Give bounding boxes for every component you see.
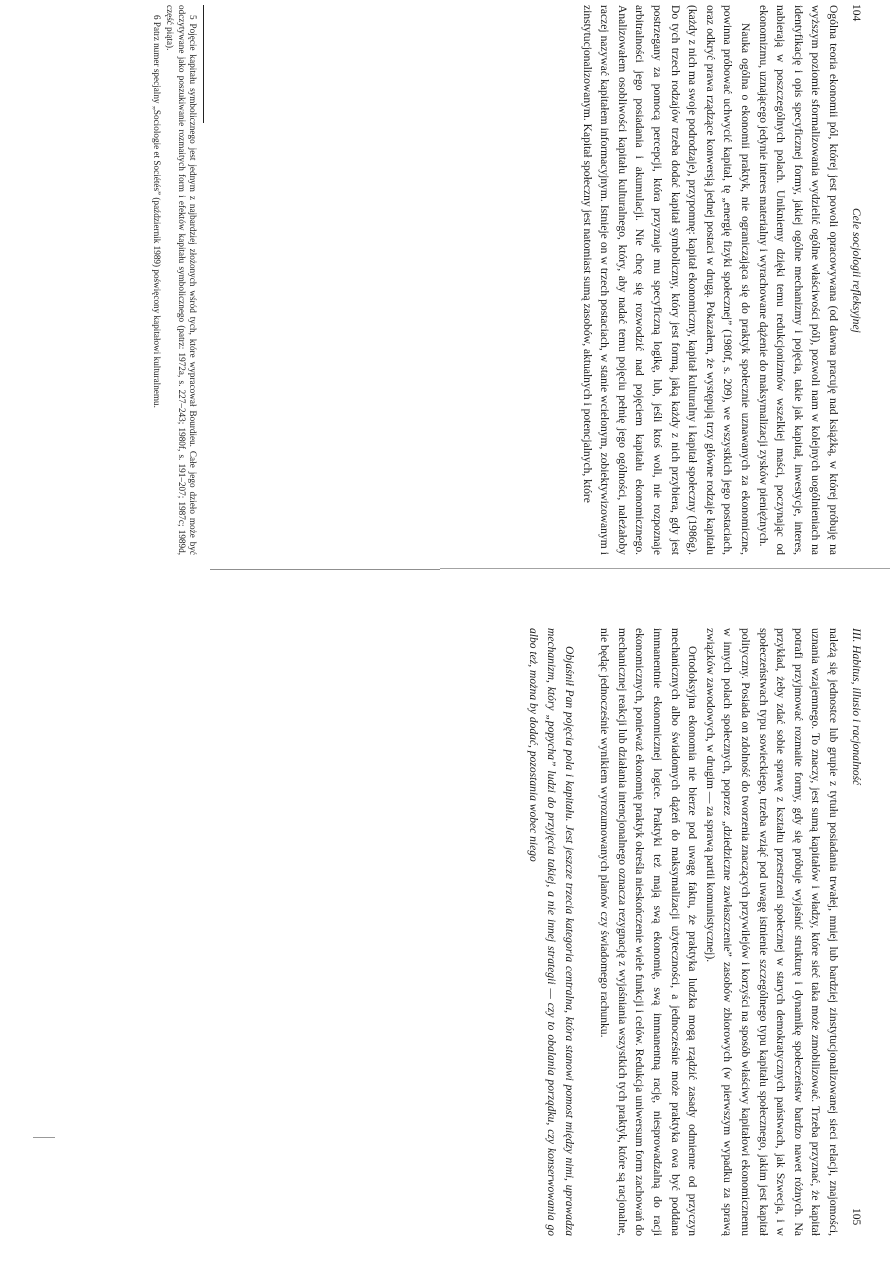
footnote-5: 5 Pojęcie kapitału symbolicznego jest jednym z najbardziej złożonych wśród tych, które wypracował Bourdieu. Całe jego dzieło może być odczytywane jako poszukiwanie rozmaitych form i efektów kapitału symbolicznego (patrz: 1972a, s. 227–243; 1980f, s. 191–207; 1987c; 1989d, część piąta). [165, 5, 198, 555]
fold-mark-right [440, 568, 890, 569]
interview-question: Objaśnił Pan pojęcia pola i kapitału. Jest jeszcze trzecia kategoria centralna, która stanowi pomost między nimi, uprawadza mechanizm, który „popycha” ludzi do przyjęcia takiej, a nie innej strategii — czy to obalania porządku, czy konserwowania go albo też, można by dodać, pozostania wobec niego [527, 628, 575, 1236]
footnote-6: 6 Patrz numer specjalny „Sociologie et Sociétés” (październik 1989) poświęcony kapitałowi kulturalnemu. [151, 15, 162, 408]
left-footnotes [78, 5, 198, 555]
right-paragraph-1: należą się jednostce lub grupie z tytułu posiadania trwałej, mniej lub bardziej zinstytucjonalizowanej sieci relacji, znajomości, uznania wzajemnego. To znaczy, jest sumą kapitałów i władzy, które sieć taka może zmobilizować. Trzeba przyznać, że kapitał potrafi przyjmować rozmaite formy, gdy się próbuje wyjaśnić strukturę i dynamikę społeczeństw bardzo nawet różnych. Na przykład, żeby zdać sobie sprawę z kształtu przestrzeni społecznej w starych demokratycznych państwach, jak Szwecja, i w społeczeństwach typu sowieckiego, trzeba wziąć pod uwagę istnienie szczególnego typu kapitału społecznego, jakim jest kapitał polityczny. Posiada on zdolność do tworzenia znaczących przywilejów i korzyści na sposób właściwy kapitałowi ekonomicznemu w innych polach społecznych, poprzez „dziedziczne zawłaszczenie” zasobów zbiorowych (w pierwszym wypadku za sprawą związków zawodowych, w drugim — za sprawą partii komunistycznej). [703, 628, 839, 1236]
right-page-text [81, 628, 841, 1236]
footnote-rule [203, 5, 204, 123]
left-paragraph-1: Ogólna teoria ekonomii pól, której jest powoli opracowywana (od dawna pracuję nad książką, w której próbuję na wyższym poziomie sformalizowania wydzielić ogólne właściwości pól), pozwoli nam w kolejnych uogólnieniach na identyfikację i opis specyficznej formy, jakiej ogólne mechanizmy i pojęcia, takie jak kapitał, inwestycje, interes, nabierają w poszczególnych polach. Unikniemy dzięki temu redukcjonizmów wszelkiej maści, poczynając od ekonomizmu, uznającego jedynie interes materialny i wyrachowane dążenie do maksymalizacji zysków pieniężnych. [756, 5, 839, 555]
left-running-head: Cele socjologii refleksyjnej [850, 208, 862, 333]
left-page-number: 104 [850, 4, 862, 22]
right-running-head: III. Habitus, illusio i racjonalność [850, 628, 862, 786]
edge-mark [33, 1137, 55, 1138]
left-paragraph-2: Nauka ogólna o ekonomii praktyk, nie ograniczająca się do praktyk społecznie uznawanych za ekonomiczne, powinna próbować uchwycić kapitał, tę „energię fizyki społecznej” (1980f, s. 209), we wszystkich jego postaciach, oraz odkryć prawa rządzące konwersją jednej postaci w drugą. Pokazałem, że występują trzy główne rodzaje kapitału (każdy z nich ma swoje podrodzaje), przypomnę: kapitał ekonomiczny, kapitał kulturalny i kapitał społeczny (1986g). Do tych trzech rodzajów trzeba dodać kapitał symboliczny, który jest formą, jaką każdy z nich przybiera, gdy jest postrzegany za pomocą percepcji, która przyznaje mu specyficzną logikę, lub, jeśli ktoś woli, nie rozpoznaje arbitralności jego posiadania i akumulacji. Nie chcę się rozwodzić nad pojęciem kapitału ekonomicznego. Analizowałem osobliwości kapitału kulturalnego, który, aby nadać temu pojęciu pełnię jego ogólności, należałoby raczej nazywać kapitałem informacyjnym. Istnieje on w trzech postaciach, w stanie wcielonym, zobiektywizowanym i zinstytucjonalizowanym. Kapitał społeczny jest natomiast sumą zasobów, aktualnych i potencjalnych, które [580, 5, 752, 555]
right-paragraph-2: Ortodoksyjna ekonomia nie bierze pod uwagę faktu, że praktyka ludzka mogą rządzić zasady odmienne od przyczyn mechanicznych albo świadomych dążeń do maksymalizacji użyteczności, a jednocześnie może praktyka owa być poddana immanentnie ekonomicznej logice. Praktyki też mają swą ekonomię, swą immanentną rację, niesprowadzalną do racji ekonomicznych, ponieważ ekonomię praktyk określa nieskończenie wiele funkcji i celów. Redukcja uniwersum form zachowań do mechanicznej reakcji lub działania intencjonalnego oznacza rezygnację z wyjaśniania wszystkich tych praktyk, które są racjonalne, nie będąc jednocześnie wynikiem wyrozumowanych planów czy świadomego rachunku. [598, 628, 699, 1236]
left-page-text [151, 5, 841, 555]
right-page-number: 105 [850, 1208, 862, 1226]
fold-mark-left [210, 569, 440, 570]
